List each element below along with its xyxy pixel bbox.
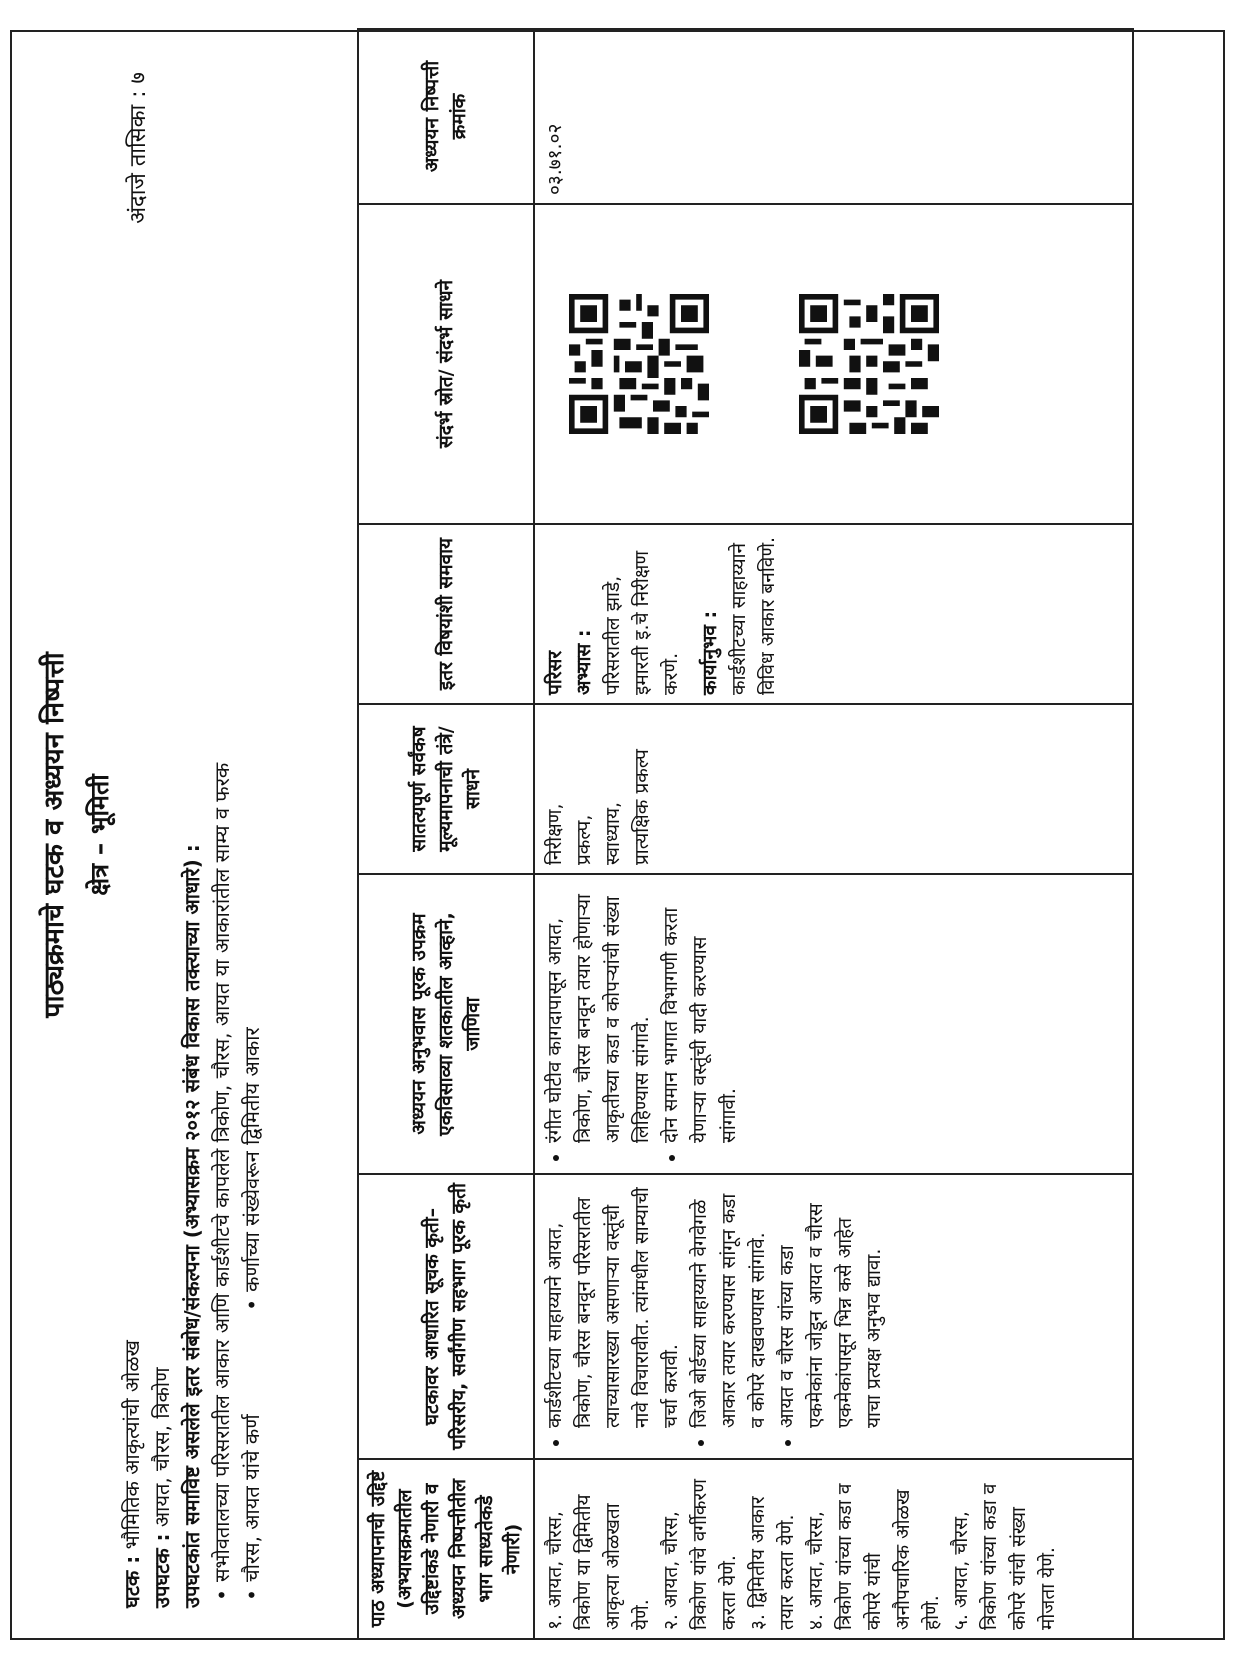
study-text: परिसरातील झाडे, इमारती इ.चे निरीक्षण करणे. [602,550,682,695]
references-cell [534,204,1133,524]
integration-heading: परिसर [544,650,566,695]
objective-item: १. आयत, चौरस, त्रिकोण या द्विमितीय आकृत्या ओळखता येणे. [544,1494,653,1630]
bullet-icon: • [240,1299,264,1311]
integration-cell [534,524,1133,704]
subunit-row [147,128,177,1608]
supplementary-item: • दोन समान भागात विभागणी करता येणाऱ्या वस्तूंची यादी करण्यास सांगावी. [657,883,744,1143]
bullet-icon: • [210,1589,234,1601]
unit-row [117,128,147,1608]
column-header: पाठ अध्यापनाची उद्दिष्टे (अभ्यासक्रमातील उद्दिष्टांकडे नेणारी व अध्ययन निष्पत्तीतील भाग साध्यतेकडे नेणारी) [358,1459,534,1639]
outcome-number: ०३.७१.०२ [544,123,566,195]
table-header-row [358,29,534,1639]
evaluation-item: प्रात्यक्षिक प्रकल्प [631,749,653,865]
subunit-value: आयत, चौरस, त्रिकोण [150,1367,174,1528]
objective-item: ५. आयत, चौरस, त्रिकोण यांच्या कडा व कोपरे यांची संख्या मोजता येणे. [950,1483,1059,1630]
evaluation-cell [534,704,1133,874]
table-row [534,29,1133,1639]
objective-item: ३. द्विमितीय आकार तयार करता येणे. [747,1496,798,1630]
page-subtitle: क्षेत्र – भूमिती [85,774,114,896]
bullet-icon: • [240,1589,264,1601]
evaluation-item: निरीक्षण, [544,803,566,865]
supplementary-item: • रंगीत घोटीव कागदापासून आयत, त्रिकोण, चौरस बनवून तयार होणाऱ्या आकृतीच्या कडा व कोपऱ्यांची संख्या लिहिण्यास सांगावे. [541,883,657,1143]
activities-cell [534,1174,1133,1459]
supplementary-cell [534,874,1133,1174]
study-label: अभ्यास : [573,629,595,695]
activity-item: • आयत व चौरस यांच्या कडा एकमेकांना जोडून आयत व चौरस एकमेकांपासून भिन्न कसे आहेत याचा प्रत्यक्ष अनुभव द्यावा. [773,1183,889,1428]
activity-item: • कार्डशीटच्या साहाय्याने आयत, त्रिकोण, चौरस बनवून परिसरातील त्याच्यासारख्या असणाऱ्या वस्तूंची नावे विचारावीत. त्यांमधील साम्याची चर्चा करावी. [541,1183,686,1428]
column-header: अध्ययन निष्पत्ती क्रमांक [358,29,534,204]
objective-item: ४. आयत, चौरस, त्रिकोण यांच्या कडा व कोपरे यांची अनौपचारिक ओळख होणे. [805,1483,943,1630]
curriculum-table [357,28,1134,1640]
evaluation-item: प्रकल्प, [573,814,595,865]
concept-item: •सभोवतालच्या परिसरातील आकार आणि कार्डशीटचे कापलेले त्रिकोण, चौरस, आयत या आकारांतील साम्य व फरक [207,128,237,1608]
concepts-heading: उपघटकांत समाविष्ट असलेले इतर संबोध/संकल्पना (अभ्यासक्रम २०१२ संबंध विकास तक्त्याच्या आधारे) : [180,844,204,1608]
outcome-number-cell [534,29,1133,204]
qr-code-icon[interactable] [799,294,939,434]
column-header: सातत्यपूर्ण सर्वंकष मूल्यमापनाची तंत्रे/साधने [358,704,534,874]
objectives-cell [534,1459,1133,1639]
column-header: अध्ययन अनुभवास पूरक उपक्रम एकविसाव्या शतकातील आव्हाने, जाणिवा [358,874,534,1174]
unit-label: घटक : [120,1555,144,1608]
work-text: कार्डशीटच्या साहाय्याने विविध आकार बनविणे. [728,536,779,695]
concept-item: •चौरस, आयत यांचे कर्ण •कर्णाच्या संख्येवरून द्विमितीय आकार [237,128,267,1608]
unit-value: भौमितिक आकृत्यांची ओळख [120,1340,144,1550]
evaluation-item: स्वाध्याय, [602,801,624,865]
unit-header [117,128,267,1608]
objective-item: २. आयत, चौरस, त्रिकोण यांचे वर्गीकरण करता येणे. [660,1478,740,1630]
page-title: पाठ्यक्रमाचे घटक व अध्ययन निष्पत्ती [39,652,70,1018]
activity-item: • जिओ बोर्डच्या साहाय्याने वेगवेगळे आकार तयार करण्यास सांगून कडा व कोपरे दाखवण्यास सांगावे. [686,1183,773,1428]
column-header: इतर विषयांशी समवाय [358,524,534,704]
column-header: घटकावर आधारित सूचक कृती–परिसरीय, सर्वांगीण सहभाग पूरक कृती [358,1174,534,1459]
column-header: संदर्भ स्रोत/ संदर्भ साधने [358,204,534,524]
qr-code-icon[interactable] [569,294,709,434]
subunit-label: उपघटक : [150,1533,174,1608]
estimated-periods: अंदाजे तासिका : ७ [126,72,151,224]
work-label: कार्यानुभव : [699,610,721,695]
rotated-sheet [10,30,1225,1640]
